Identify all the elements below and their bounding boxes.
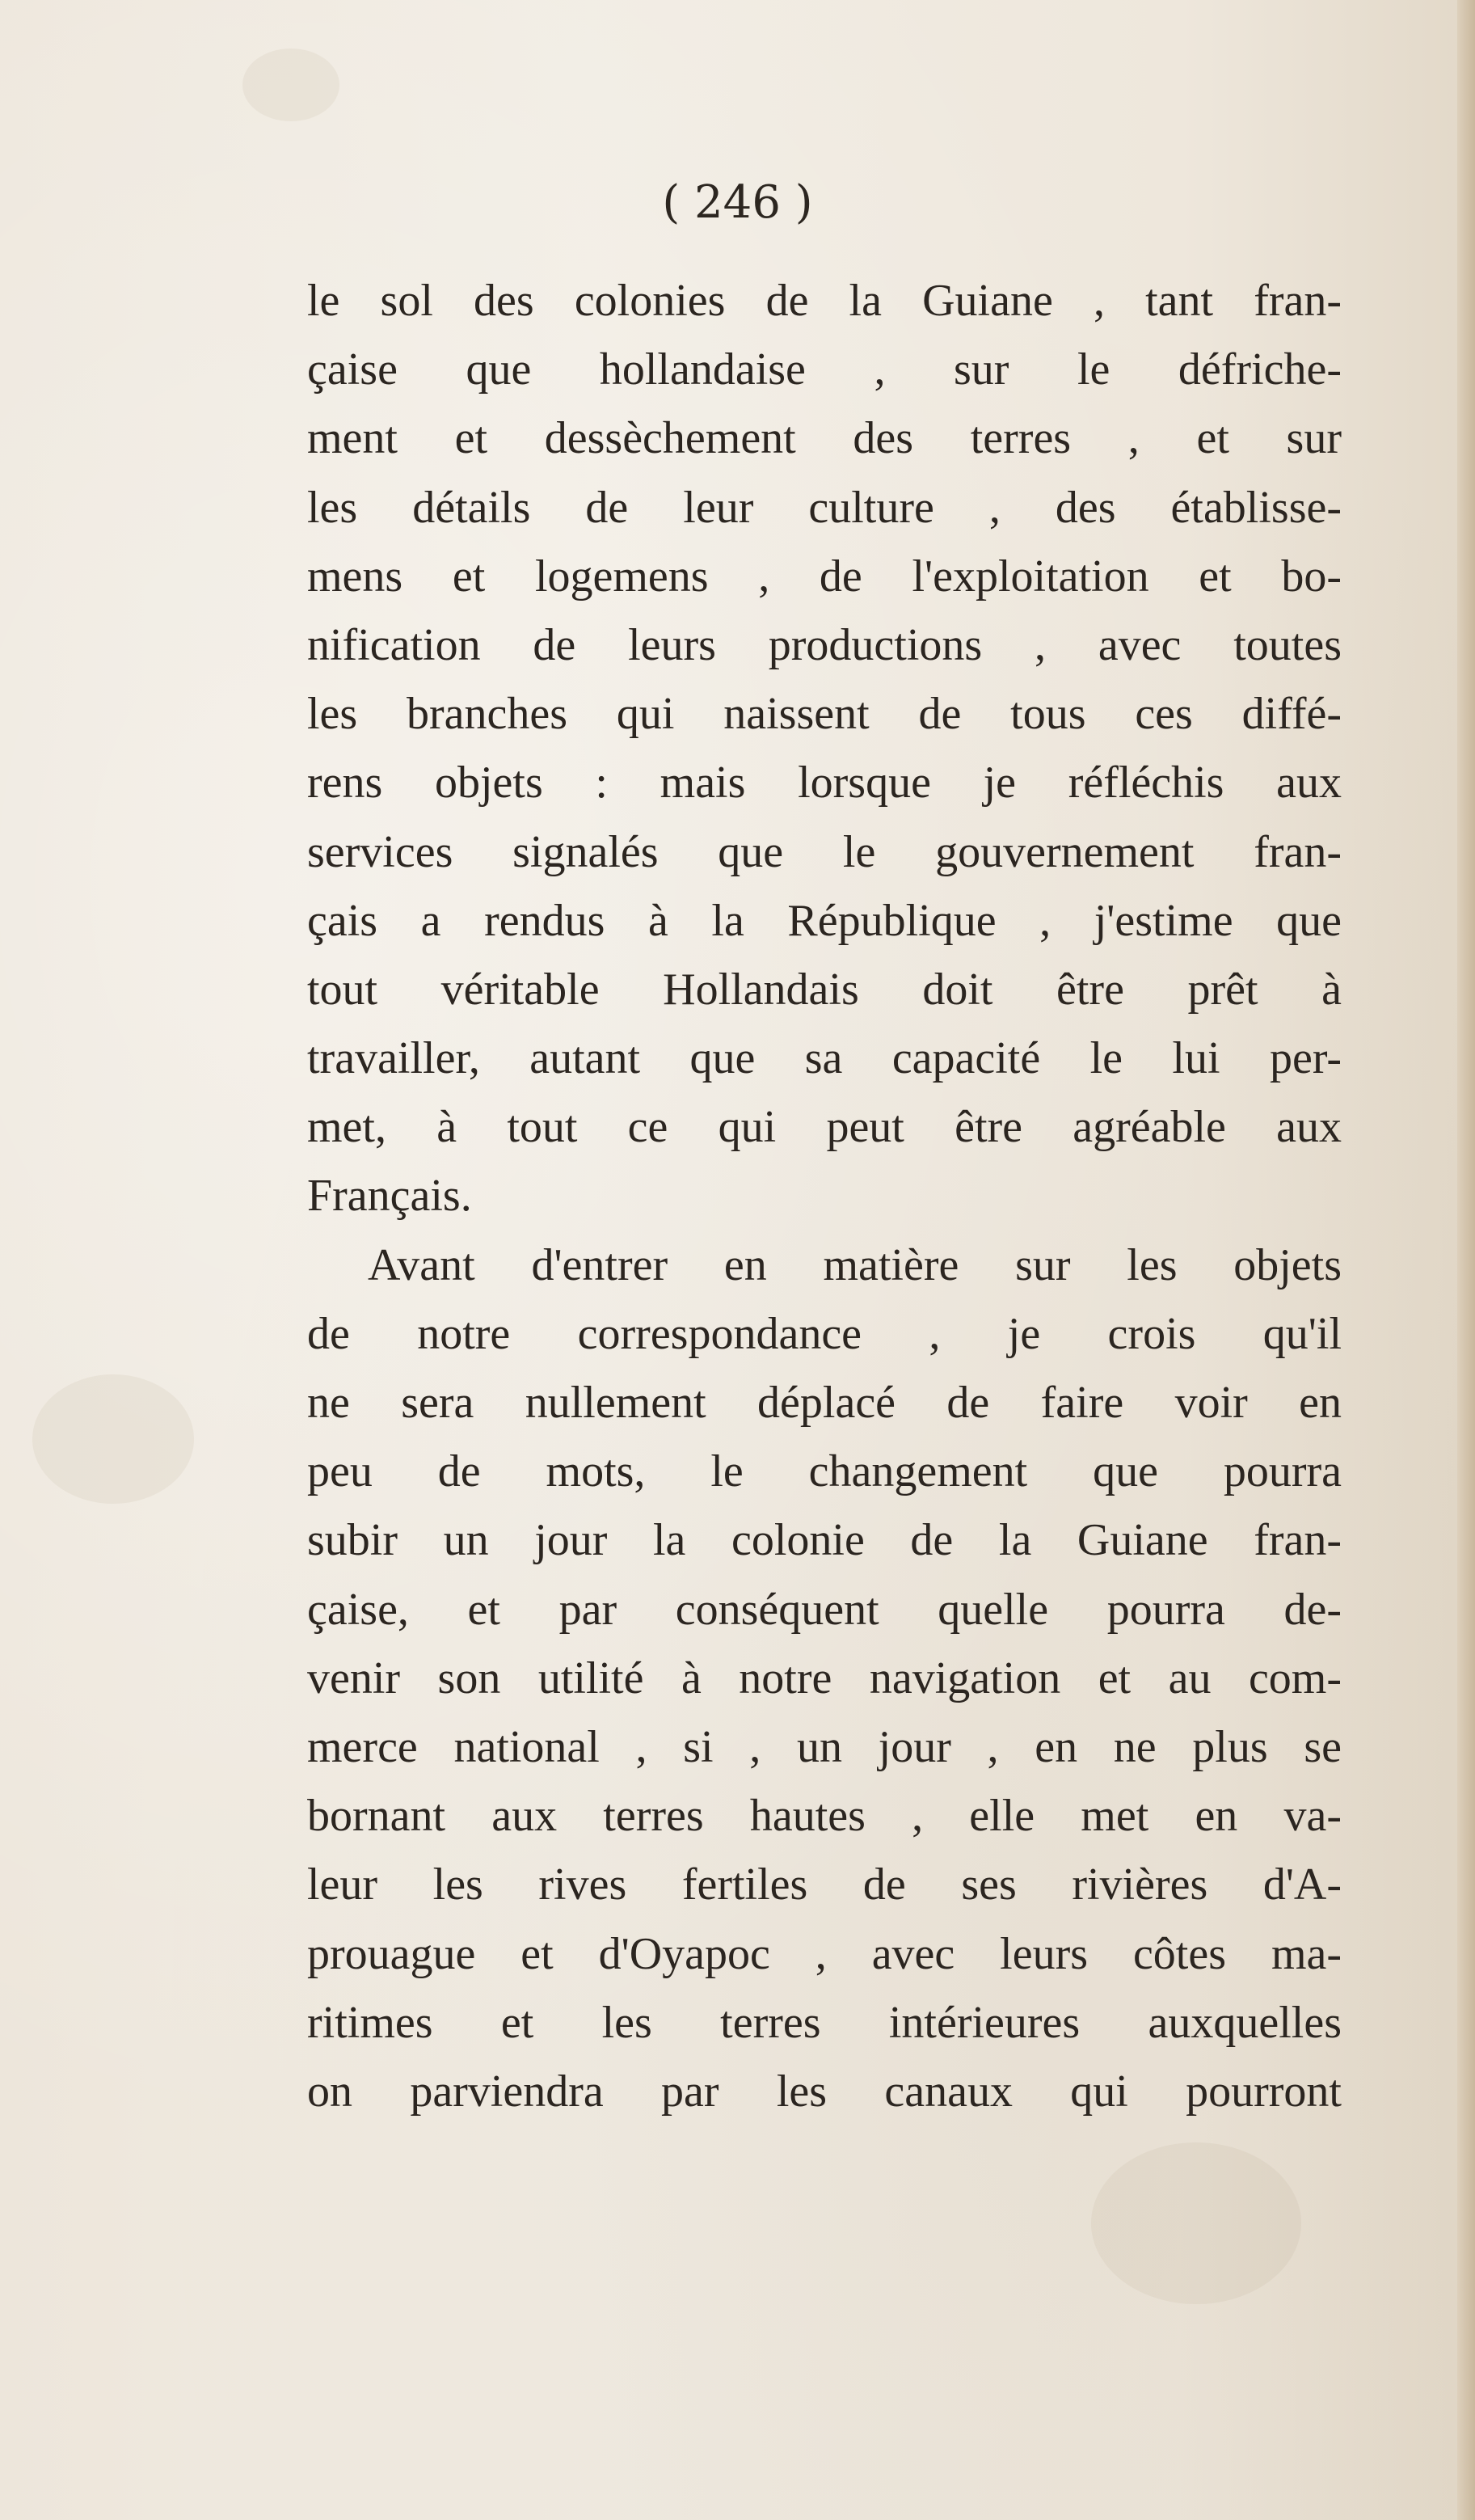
text-line: rens objets : mais lorsque je réfléchis aux	[307, 758, 1342, 808]
text-line: tout véritable Hollandais doit être prêt à	[307, 964, 1342, 1015]
text-line: prouague et d'Oyapoc , avec leurs côtes ma-	[307, 1928, 1342, 1979]
text-line: le sol des colonies de la Guiane , tant fran-	[307, 276, 1342, 326]
text-line: subir un jour la colonie de la Guiane fran-	[307, 1515, 1342, 1566]
paragraph-2	[307, 1231, 1342, 2126]
page-number: ( 246 )	[662, 176, 813, 229]
text-line: travailler, autant que sa capacité le lui per-	[307, 1033, 1342, 1084]
text-line: merce national , si , un jour , en ne plus se	[307, 1721, 1342, 1772]
paragraph-1	[307, 267, 1342, 1231]
text-line: services signalés que le gouvernement fran-	[307, 826, 1342, 877]
text-line: les détails de leur culture , des établisse-	[307, 482, 1342, 533]
text-line: çaise, et par conséquent quelle pourra de-	[307, 1584, 1342, 1635]
text-line: Français.	[307, 1171, 472, 1222]
text-line: on parviendra par les canaux qui pourront	[307, 2066, 1342, 2117]
paper-stain	[1091, 2142, 1301, 2304]
text-line: çaise que hollandaise , sur le défriche-	[307, 344, 1342, 395]
text-line: nification de leurs productions , avec toutes	[307, 619, 1342, 670]
text-line: met, à tout ce qui peut être agréable aux	[307, 1102, 1342, 1153]
text-line: Avant d'entrer en matière sur les objets	[368, 1239, 1342, 1290]
paper-stain	[32, 1374, 194, 1504]
text-line: çais a rendus à la République , j'estime que	[307, 895, 1342, 946]
body-text	[307, 267, 1342, 2126]
text-line: mens et logemens , de l'exploitation et bo-	[307, 551, 1342, 602]
text-line: de notre correspondance , je crois qu'il	[307, 1308, 1342, 1359]
text-line: ne sera nullement déplacé de faire voir en	[307, 1378, 1342, 1428]
text-line: venir son utilité à notre navigation et au com-	[307, 1653, 1342, 1703]
paper-stain	[242, 49, 339, 121]
text-line: leur les rives fertiles de ses rivières d'A-	[307, 1859, 1342, 1910]
text-line: ment et dessèchement des terres , et sur	[307, 413, 1342, 464]
text-line: les branches qui naissent de tous ces diffé-	[307, 689, 1342, 740]
text-line: peu de mots, le changement que pourra	[307, 1446, 1342, 1497]
text-line: bornant aux terres hautes , elle met en va-	[307, 1791, 1342, 1842]
page-edge	[1457, 0, 1475, 2520]
text-line: ritimes et les terres intérieures auxquelles	[307, 1997, 1342, 2048]
